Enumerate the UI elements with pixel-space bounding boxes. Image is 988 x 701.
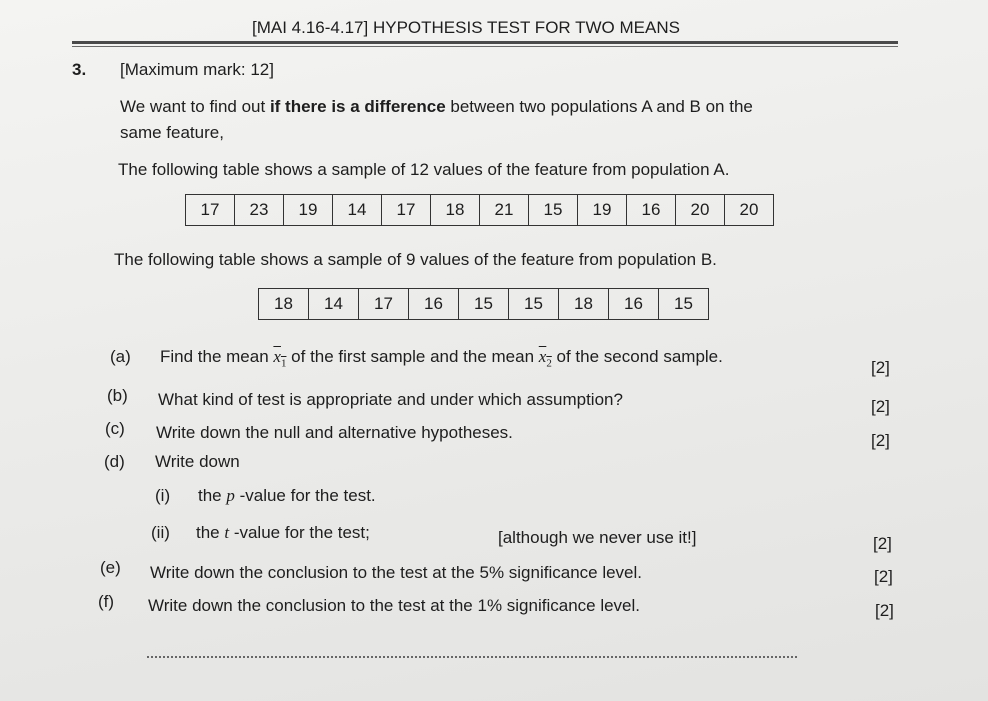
part-d-i-pre: the	[198, 486, 227, 505]
part-d-label: (d)	[104, 452, 125, 471]
part-d-ii-label: (ii)	[151, 523, 170, 542]
part-a-label: (a)	[110, 347, 131, 366]
sample-b-cell: 15	[659, 289, 709, 320]
dotted-divider	[147, 656, 797, 658]
part-a-text-2: of the first sample and the mean	[286, 347, 539, 366]
part-d-mark: [2]	[873, 534, 892, 553]
mean-x1-var: x	[273, 347, 281, 366]
sample-a-table	[185, 194, 774, 226]
header-rule-thin	[72, 46, 898, 47]
part-d-ii-note: [although we never use it!]	[498, 528, 697, 547]
part-d-ii-pre: the	[196, 523, 225, 542]
part-d-ii-post: -value for the test;	[229, 523, 370, 542]
part-c-mark: [2]	[871, 431, 890, 450]
mean-x2-var: x	[538, 347, 547, 366]
part-f-mark: [2]	[875, 601, 894, 620]
part-b-mark: [2]	[871, 397, 890, 416]
intro-line-2: same feature,	[120, 123, 224, 142]
sample-a-cell: 19	[284, 195, 333, 226]
sample-b-cell: 18	[259, 289, 309, 320]
sample-b-cell: 16	[409, 289, 459, 320]
sample-b-cell: 14	[309, 289, 359, 320]
page-title: [MAI 4.16-4.17] HYPOTHESIS TEST FOR TWO MEANS	[252, 18, 680, 37]
sample-a-row	[186, 195, 774, 226]
mean-x1-symbol	[273, 347, 287, 370]
sample-a-cell: 15	[529, 195, 578, 226]
sample-a-cell: 20	[676, 195, 725, 226]
sample-a-cell: 20	[725, 195, 774, 226]
intro-text-bold: if there is a difference	[269, 97, 446, 116]
t-symbol: t	[224, 523, 230, 542]
sample-b-cell: 17	[359, 289, 409, 320]
header-rule-thick	[72, 41, 898, 44]
table-a-caption: The following table shows a sample of 12 values of the feature from population A.	[118, 160, 730, 179]
intro-text-pre: We want to find out	[120, 97, 270, 116]
part-a-text	[160, 347, 723, 369]
sample-b-cell: 15	[459, 289, 509, 320]
part-b-label: (b)	[107, 386, 128, 405]
sample-b-cell: 16	[609, 289, 659, 320]
table-b-caption: The following table shows a sample of 9 values of the feature from population B.	[114, 250, 717, 269]
sample-a-cell: 14	[333, 195, 382, 226]
sample-a-cell: 23	[235, 195, 284, 226]
sample-a-cell: 17	[186, 195, 235, 226]
mean-x2-sub: 2	[546, 357, 552, 370]
sample-b-cell: 15	[509, 289, 559, 320]
intro-line-1	[120, 97, 753, 117]
part-f-label: (f)	[98, 592, 115, 611]
part-d-i-post: -value for the test.	[234, 486, 376, 505]
mean-x1-sub: 1	[280, 357, 287, 370]
part-f-text: Write down the conclusion to the test at the 1% significance level.	[148, 596, 641, 615]
part-c-text: Write down the null and alternative hypotheses.	[156, 423, 513, 442]
part-e-label: (e)	[100, 558, 121, 577]
part-d-i-label: (i)	[155, 486, 171, 505]
sample-b-cell: 18	[559, 289, 609, 320]
sample-a-cell: 16	[627, 195, 676, 226]
part-b-text: What kind of test is appropriate and under which assumption?	[158, 390, 623, 409]
part-d-text: Write down	[155, 452, 240, 471]
sample-a-cell: 19	[578, 195, 627, 226]
part-a-mark: [2]	[871, 358, 890, 377]
p-symbol: p	[226, 486, 235, 505]
intro-text-post: between two populations A and B on the	[445, 97, 753, 116]
part-e-text: Write down the conclusion to the test at the 5% significance level.	[150, 563, 643, 582]
sample-a-cell: 21	[480, 195, 529, 226]
part-a-text-1: Find the mean	[160, 347, 274, 366]
part-d-i-text	[198, 486, 376, 506]
sample-b-row	[259, 289, 709, 320]
sample-b-table	[258, 288, 709, 320]
sample-a-cell: 17	[382, 195, 431, 226]
part-a-text-3: of the second sample.	[551, 347, 723, 366]
maximum-mark: [Maximum mark: 12]	[120, 60, 274, 79]
part-d-ii-text	[196, 523, 370, 543]
part-e-mark: [2]	[874, 567, 893, 586]
part-c-label: (c)	[105, 419, 125, 438]
question-number: 3.	[72, 60, 87, 79]
sample-a-cell: 18	[431, 195, 480, 226]
mean-x2-symbol	[538, 347, 552, 370]
